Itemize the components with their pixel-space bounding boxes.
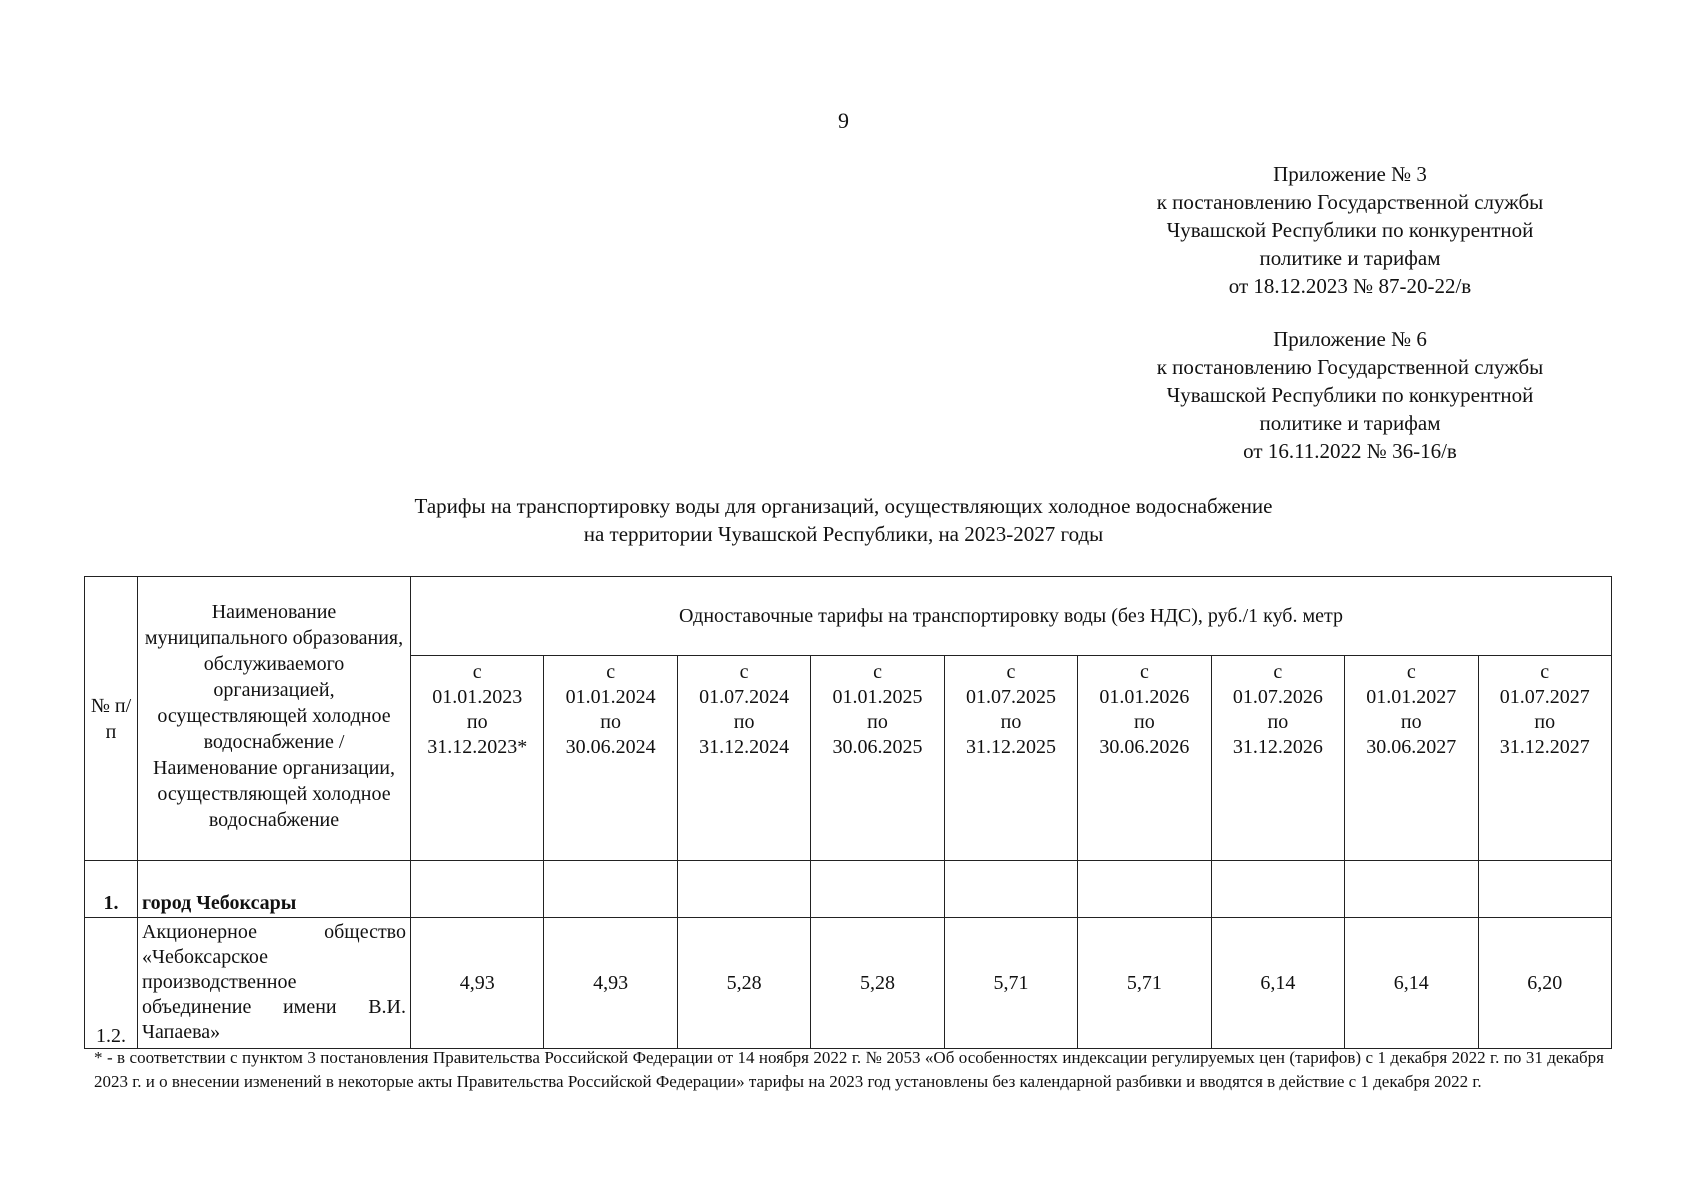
period-to-word: по [1267, 711, 1289, 733]
period-to-word: по [867, 711, 888, 733]
empty-cell [544, 861, 677, 918]
period-to: 31.12.2024 [699, 736, 790, 758]
row-number: 1.2. [85, 918, 138, 1049]
column-header-number: № п/п [85, 577, 138, 861]
period-from-word: с [1006, 661, 1016, 683]
period-to: 30.06.2027 [1366, 736, 1457, 758]
period-header [544, 656, 677, 861]
period-from: 01.01.2026 [1099, 686, 1190, 708]
period-header [1078, 656, 1211, 861]
tariff-value: 6,14 [1211, 918, 1344, 1049]
period-from-word: с [739, 661, 749, 683]
tariff-value: 4,93 [411, 918, 544, 1049]
period-to-word: по [600, 711, 621, 733]
appendix-line: Чувашской Республики по конкурентной [1166, 383, 1534, 407]
period-from: 01.07.2024 [699, 686, 790, 708]
period-to: 31.12.2026 [1232, 736, 1323, 758]
document-title [0, 492, 1687, 548]
period-to: 30.06.2026 [1099, 736, 1190, 758]
period-from: 01.07.2026 [1232, 686, 1323, 708]
period-header [1345, 656, 1478, 861]
period-from-word: с [1406, 661, 1416, 683]
title-line-2: на территории Чувашской Республики, на 2023-2027 годы [583, 522, 1104, 546]
row-number: 1. [85, 861, 138, 918]
page-number: 9 [838, 108, 849, 133]
appendix-line: к постановлению Государственной службы [1156, 355, 1544, 379]
period-from-word: с [873, 661, 882, 683]
appendix-line: Приложение № 3 [1273, 162, 1427, 186]
empty-cell [1078, 861, 1211, 918]
period-header [411, 656, 544, 861]
table-row-city [85, 861, 1612, 918]
appendix-line: от 18.12.2023 № 87-20-22/в [1228, 274, 1472, 298]
period-from: 01.07.2027 [1499, 686, 1590, 708]
footnote: * - в соответствии с пунктом 3 постановления Правительства Российской Федерации от 14 ноября 2022 г. № 2053 «Об особенностях индексации регулируемых цен (тарифов) с 1 декабря 2022 г. по 31 декабря 2023 г. и о внесении изменений в некоторые акты Правительства Российской Федерации» тарифы на 2023 год установлены без календарной разбивки и вводятся в действие с 1 декабря 2022 г. [94, 1048, 1604, 1091]
period-to: 30.06.2025 [832, 736, 923, 758]
period-from-word: с [472, 661, 482, 683]
period-from: 01.01.2023 [432, 686, 523, 708]
period-header [811, 656, 944, 861]
period-from: 01.01.2025 [832, 686, 923, 708]
empty-cell [1345, 861, 1478, 918]
period-from: 01.01.2027 [1366, 686, 1457, 708]
table-row-organization [85, 918, 1612, 1049]
tariff-value: 4,93 [544, 918, 677, 1049]
tariff-value: 6,20 [1478, 918, 1612, 1049]
appendix-line: к постановлению Государственной службы [1156, 190, 1544, 214]
period-to: 31.12.2023* [427, 736, 528, 758]
period-to: 30.06.2024 [565, 736, 656, 758]
tariff-value: 5,28 [677, 918, 810, 1049]
period-from: 01.01.2024 [565, 686, 656, 708]
period-to: 31.12.2027 [1499, 736, 1590, 758]
period-to: 31.12.2025 [965, 736, 1056, 758]
empty-cell [411, 861, 544, 918]
appendix-3-reference [1115, 160, 1585, 300]
period-to-word: по [1000, 711, 1022, 733]
period-to-word: по [733, 711, 755, 733]
header-row [85, 577, 1612, 656]
period-from-word: с [606, 661, 616, 683]
tariff-value: 6,14 [1345, 918, 1478, 1049]
organization-name: Акционерное общество «Чебоксарское производственное объединение имени В.И. Чапаева» [138, 918, 411, 1049]
empty-cell [811, 861, 944, 918]
empty-cell [677, 861, 810, 918]
period-header [1211, 656, 1344, 861]
appendix-line: от 16.11.2022 № 36-16/в [1243, 439, 1457, 463]
tariff-value: 5,71 [944, 918, 1077, 1049]
period-from-word: с [1540, 661, 1550, 683]
period-header [944, 656, 1077, 861]
period-to-word: по [1400, 711, 1422, 733]
period-from: 01.07.2025 [965, 686, 1056, 708]
appendix-line: политике и тарифам [1259, 246, 1441, 270]
period-to-word: по [1134, 711, 1155, 733]
tariffs-table [84, 576, 1612, 1049]
empty-cell [944, 861, 1077, 918]
period-to-word: по [466, 711, 488, 733]
period-header [677, 656, 810, 861]
empty-cell [1478, 861, 1612, 918]
appendix-line: Приложение № 6 [1273, 327, 1427, 351]
period-to-word: по [1534, 711, 1556, 733]
period-from-word: с [1273, 661, 1283, 683]
municipality-name: город Чебоксары [138, 861, 411, 918]
column-header-name: Наименование муниципального образования, обслуживаемого организацией, осуществляющей холодное водоснабжение / Наименование организации, осуществляющей холодное водоснабжение [138, 577, 411, 861]
period-header [1478, 656, 1612, 861]
title-line-1: Тарифы на транспортировку воды для организаций, осуществляющих холодное водоснабжение [414, 494, 1273, 518]
column-group-header-tariffs: Одноставочные тарифы на транспортировку воды (без НДС), руб./1 куб. метр [411, 577, 1612, 656]
appendix-6-reference [1115, 325, 1585, 465]
appendix-line: политике и тарифам [1259, 411, 1441, 435]
appendix-line: Чувашской Республики по конкурентной [1166, 218, 1534, 242]
period-from-word: с [1139, 661, 1149, 683]
empty-cell [1211, 861, 1344, 918]
tariff-value: 5,28 [811, 918, 944, 1049]
tariff-value: 5,71 [1078, 918, 1211, 1049]
